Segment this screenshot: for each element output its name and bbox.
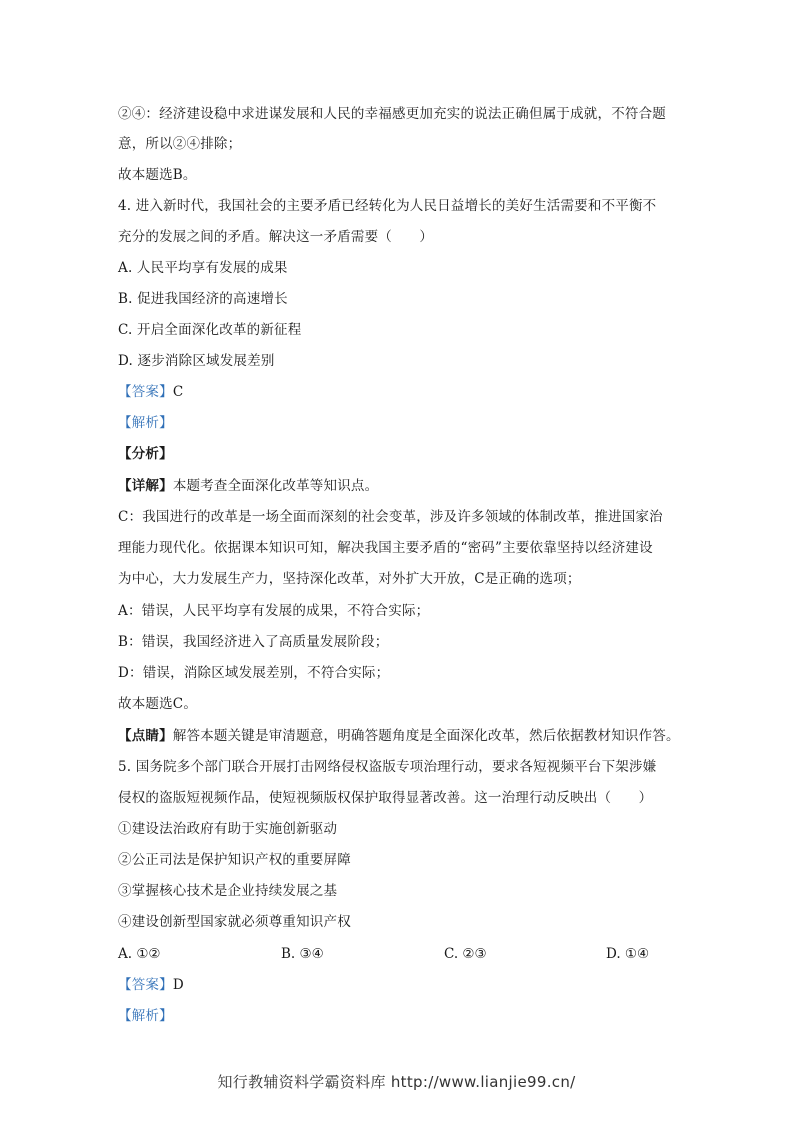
text-line: 意，所以②④排除； (118, 136, 242, 152)
text-line: 故本题选C。 (118, 696, 198, 712)
analysis-label: 【解析】 (118, 1008, 173, 1024)
question-4-stem: 4. 进入新时代，我国社会的主要矛盾已经转化为人民日益增长的美好生活需要和不平衡不 (118, 198, 657, 214)
question-5-stem: 侵权的盗版短视频作品，使短视频版权保护取得显著改善。这一治理行动反映出（ ） (118, 790, 653, 806)
question-4-option-c: C. 开启全面深化改革的新征程 (118, 322, 302, 338)
analysis-row (118, 413, 693, 433)
dianjing-row (118, 726, 693, 746)
analysis-label: 【解析】 (118, 415, 173, 431)
question-4-stem: 充分的发展之间的矛盾。解决这一矛盾需要（ ） (118, 229, 434, 245)
dianjing-label: 【点睛】 (118, 728, 173, 744)
dianjing-text: 解答本题关键是审清题意，明确答题角度是全面深化改革，然后依据教材知识作答。 (172, 728, 680, 744)
question-4-option-a: A. 人民平均享有发展的成果 (118, 260, 288, 276)
xiangjie-row (118, 476, 693, 496)
question-4-option-d: D. 逐步消除区域发展差别 (118, 353, 275, 369)
text-line: C：我国进行的改革是一场全面而深刻的社会变革，涉及许多领域的体制改革，推进国家治 (118, 509, 663, 525)
text-line: ②④：经济建设稳中求进谋发展和人民的幸福感更加充实的说法正确但属于成就，不符合题 (118, 106, 666, 122)
question-5-option-d: D. ①④ (606, 946, 650, 962)
fenxi-label: 【分析】 (118, 446, 173, 462)
question-5-statement: ④建设创新型国家就必须尊重知识产权 (118, 914, 351, 930)
xiangjie-label: 【详解】 (118, 478, 173, 494)
question-4-option-b: B. 促进我国经济的高速增长 (118, 291, 288, 307)
text-line: A：错误，人民平均享有发展的成果，不符合实际； (118, 603, 430, 619)
answer-value: C (172, 384, 184, 400)
text-line: 故本题选B。 (118, 167, 197, 183)
answer-row (118, 382, 693, 402)
text-line: D：错误，消除区域发展差别，不符合实际； (118, 665, 390, 681)
question-5-statement: ③掌握核心技术是企业持续发展之基 (118, 883, 338, 899)
text-line: 为中心，大力发展生产力，坚持深化改革，对外扩大开放，C是正确的选项； (118, 571, 581, 587)
footer-watermark: 知行教辅资料学霸资料库 http://www.lianjie99.cn/ (217, 1073, 576, 1091)
answer-row (118, 975, 693, 995)
analysis-row (118, 1006, 693, 1026)
answer-value: D (172, 977, 184, 993)
answer-label: 【答案】 (118, 384, 173, 400)
answer-label: 【答案】 (118, 977, 173, 993)
question-5-option-a: A. ①② (118, 946, 161, 962)
xiangjie-text: 本题考查全面深化改革等知识点。 (172, 478, 379, 494)
text-line: 理能力现代化。依据课本知识可知，解决我国主要矛盾的“密码”主要依靠坚持以经济建设 (118, 540, 653, 556)
text-line: B：错误，我国经济进入了高质量发展阶段； (118, 634, 389, 650)
question-5-option-c: C. ②③ (444, 946, 487, 962)
fenxi-row (118, 444, 693, 464)
question-5-statement: ②公正司法是保护知识产权的重要屏障 (118, 852, 351, 868)
question-5-statement: ①建设法治政府有助于实施创新驱动 (118, 821, 338, 837)
question-5-option-b: B. ③④ (281, 946, 324, 962)
question-5-stem: 5. 国务院多个部门联合开展打击网络侵权盗版专项治理行动，要求各短视频平台下架涉嫌 (118, 759, 657, 775)
